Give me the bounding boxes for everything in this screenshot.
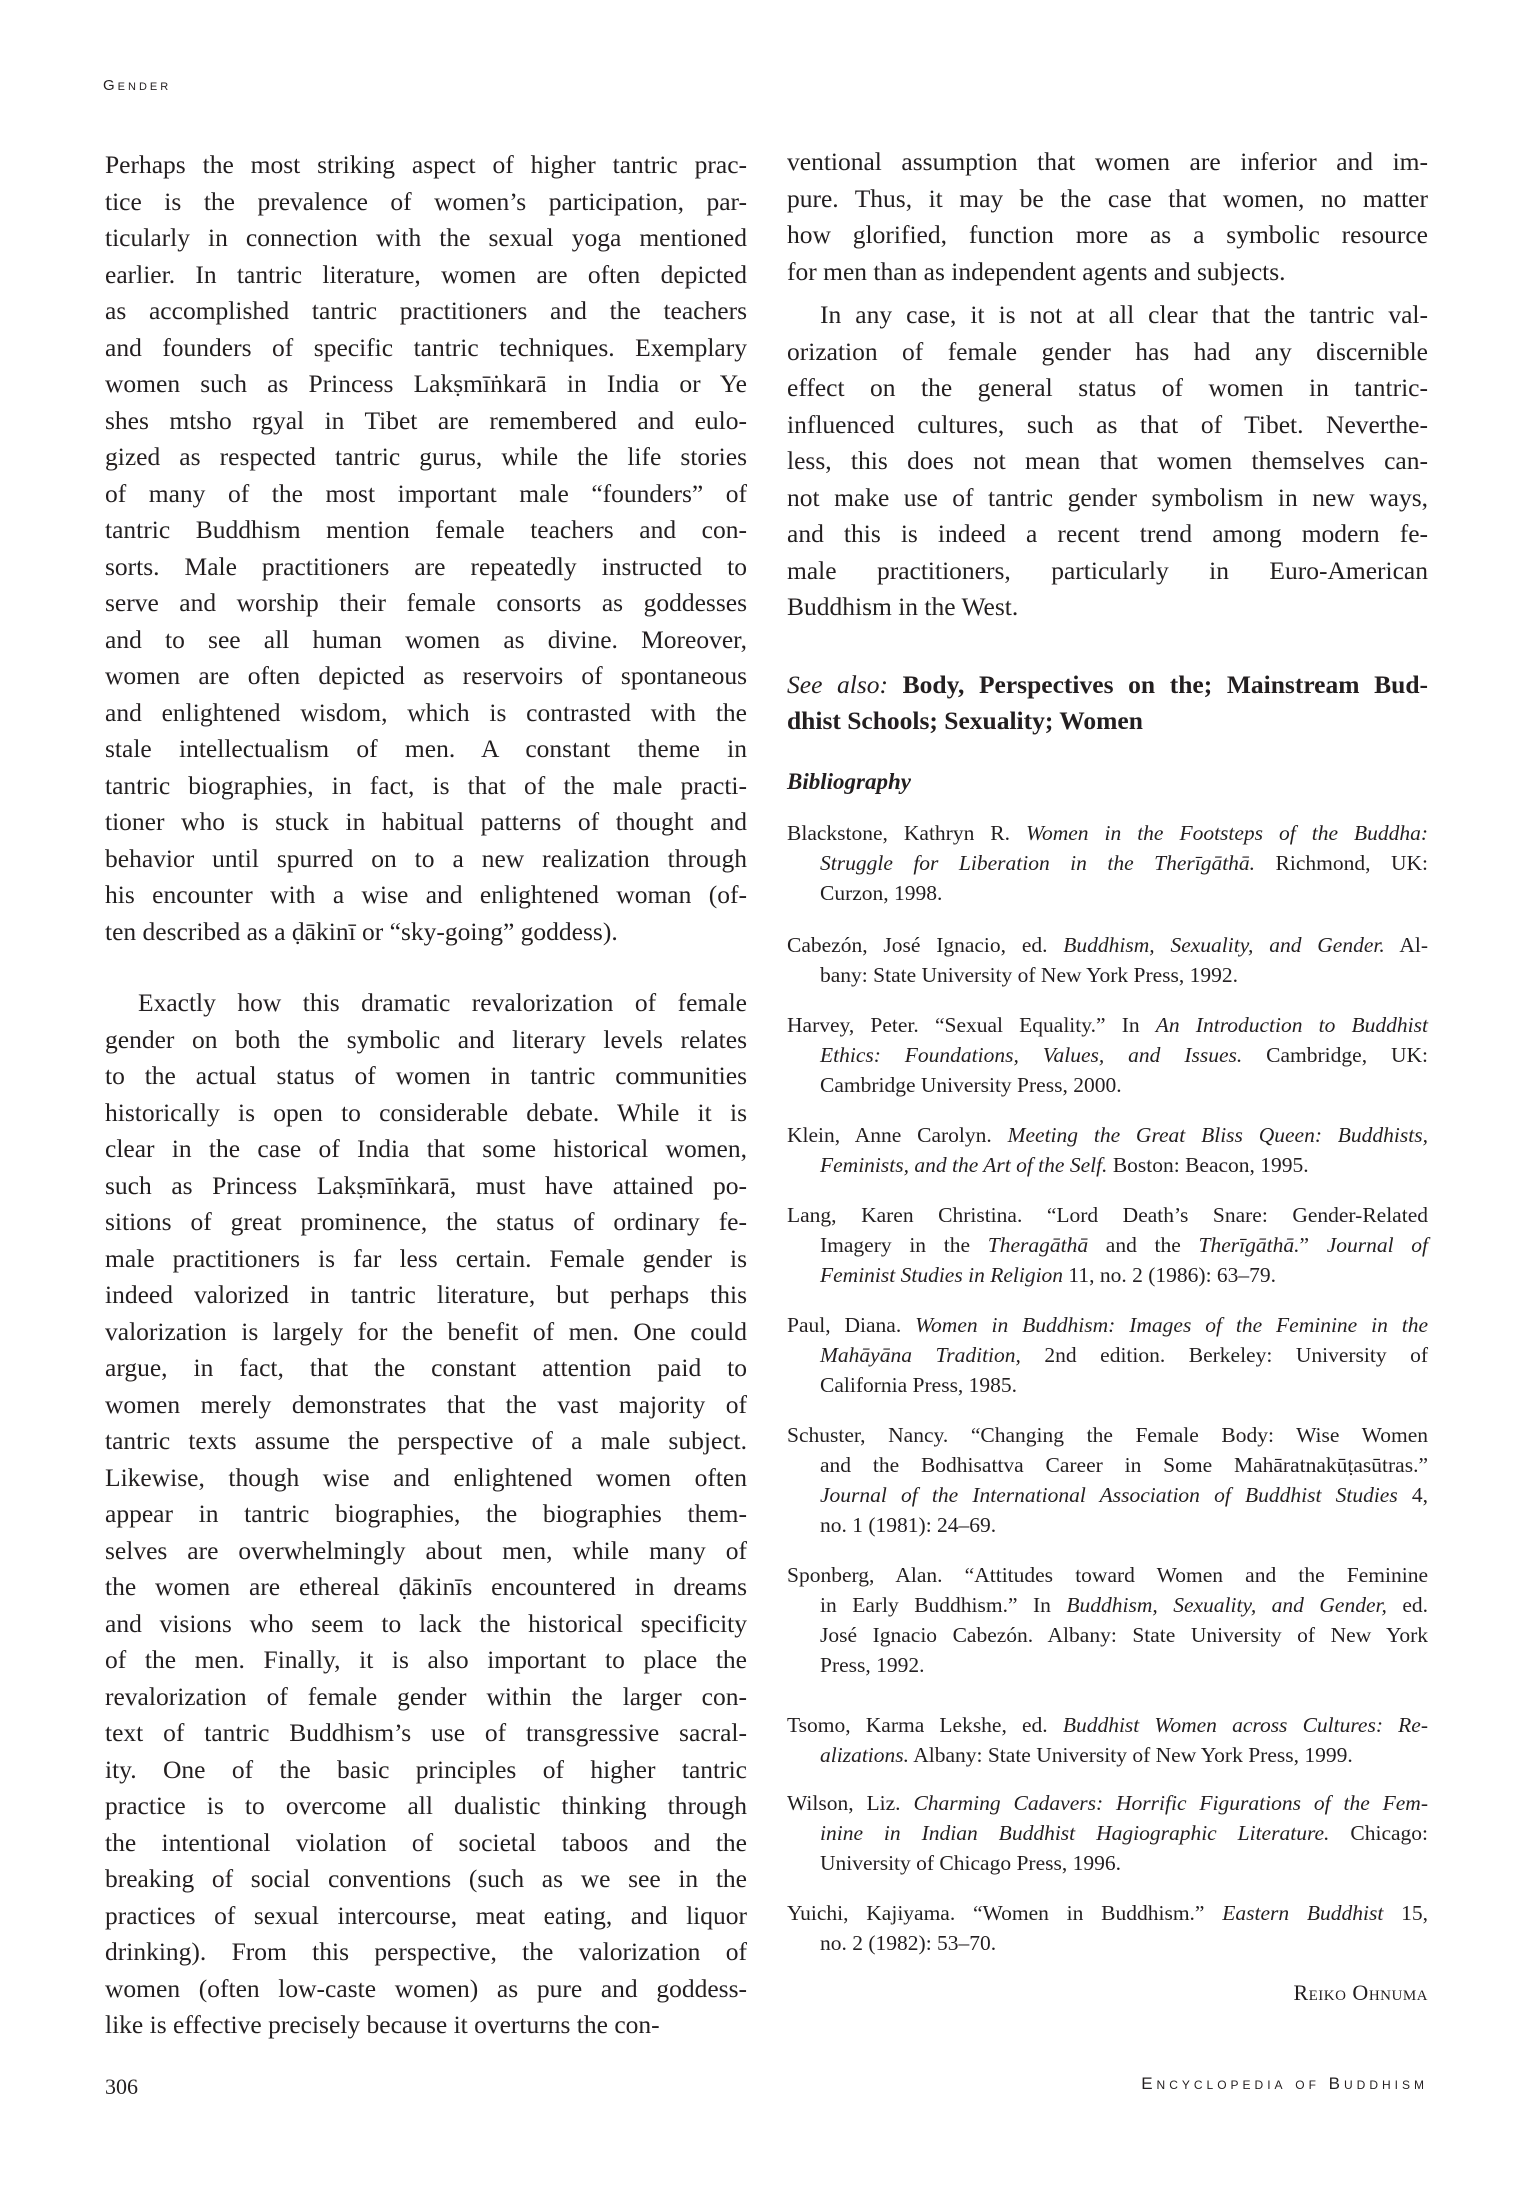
italic-title: Ethics: Foundations, Values, and Issues. bbox=[820, 1043, 1243, 1067]
text-line: breaking of social conventions (such as we see in the bbox=[105, 1864, 747, 1893]
text-line: sitions of great prominence, the status of ordinary fe- bbox=[105, 1207, 747, 1236]
bibliography-line bbox=[787, 818, 1428, 848]
text-line: the women are ethereal ḍākinīs encountered in dreams bbox=[105, 1572, 747, 1601]
text-line: less, this does not mean that women themselves can- bbox=[787, 446, 1428, 475]
text-line: how glorified, function more as a symbolic resource bbox=[787, 220, 1428, 249]
text-line: and enlightened wisdom, which is contrasted with the bbox=[105, 697, 747, 727]
text-line: tantric Buddhism mention female teachers and con- bbox=[105, 515, 747, 544]
page-number: 306 bbox=[105, 2074, 138, 2099]
text-line: revalorization of female gender within the larger con- bbox=[105, 1681, 747, 1711]
bibliography-line bbox=[787, 1040, 1428, 1070]
citation-text: University of Chicago Press, 1996. bbox=[820, 1851, 1121, 1875]
text-line: shes mtsho rgyal in Tibet are remembered and eulo- bbox=[105, 405, 747, 435]
bibliography-line bbox=[787, 1928, 1428, 1958]
bibliography-line bbox=[787, 1010, 1428, 1040]
citation-text: Albany: State University of New York Press, 1999. bbox=[909, 1743, 1353, 1767]
text-line: for men than as independent agents and subjects. bbox=[787, 256, 1286, 286]
text-line: and visions who seem to lack the historical specificity bbox=[105, 1608, 747, 1638]
text-line: to the actual status of women in tantric communities bbox=[105, 1061, 747, 1090]
citation-text: Paul, Diana. bbox=[787, 1313, 916, 1337]
citation-text: Press, 1992. bbox=[820, 1653, 925, 1677]
citation-text: José Ignacio Cabezón. Albany: State University of New York bbox=[820, 1623, 1428, 1647]
text-line: indeed valorized in tantric literature, but perhaps this bbox=[105, 1280, 747, 1309]
italic-title: Buddhist Women across Cultures: Re- bbox=[1062, 1713, 1428, 1737]
italic-title: Feminist Studies in Religion bbox=[820, 1263, 1064, 1287]
text-line: clear in the case of India that some historical women, bbox=[105, 1134, 747, 1163]
text-line: earlier. In tantric literature, women are often depicted bbox=[105, 259, 747, 289]
bibliography-line bbox=[787, 1260, 1428, 1290]
italic-title: Feminists, and the Art of the Self. bbox=[820, 1153, 1108, 1177]
bibliography-line bbox=[787, 930, 1428, 960]
text-line: argue, in fact, that the constant attention paid to bbox=[105, 1353, 747, 1382]
citation-text: in Early Buddhism.” In bbox=[820, 1593, 1067, 1617]
italic-title: Therīgāthā. bbox=[1198, 1233, 1300, 1257]
text-line: influenced cultures, such as that of Tibet. Neverthe- bbox=[787, 409, 1428, 439]
text-line: Likewise, though wise and enlightened women often bbox=[105, 1462, 747, 1492]
text-line: ventional assumption that women are inferior and im- bbox=[787, 147, 1428, 176]
text-line: tantric texts assume the perspective of a male subject. bbox=[105, 1426, 747, 1455]
bibliography-heading: Bibliography bbox=[787, 769, 911, 794]
italic-title: Journal of bbox=[1326, 1233, 1429, 1257]
bibliography-line bbox=[787, 1560, 1428, 1590]
italic-title: Struggle for Liberation in the Therīgāthā. bbox=[820, 851, 1256, 875]
text-line: drinking). From this perspective, the valorization of bbox=[105, 1937, 747, 1966]
bibliography-line bbox=[787, 1848, 1428, 1878]
citation-text: Boston: Beacon, 1995. bbox=[1107, 1153, 1309, 1177]
citation-text: Yuichi, Kajiyama. “Women in Buddhism.” bbox=[787, 1901, 1223, 1925]
text-line: behavior until spurred on to a new realization through bbox=[105, 843, 747, 873]
citation-text: Chicago: bbox=[1329, 1821, 1429, 1845]
text-line: the intentional violation of societal taboos and the bbox=[105, 1827, 747, 1857]
text-line: text of tantric Buddhism’s use of transgressive sacral- bbox=[105, 1718, 747, 1747]
text-line: gized as respected tantric gurus, while the life stories bbox=[105, 442, 747, 471]
text-line: not make use of tantric gender symbolism in new ways, bbox=[787, 482, 1428, 512]
bibliography-line bbox=[787, 960, 1428, 990]
citation-text: ed. bbox=[1386, 1593, 1428, 1617]
see-also-section bbox=[787, 667, 1428, 739]
text-line: stale intellectualism of men. A constant theme in bbox=[105, 734, 747, 763]
text-line: women such as Princess Lakṣmīṅkarā in India or Ye bbox=[105, 369, 747, 398]
citation-text: Sponberg, Alan. “Attitudes toward Women and the Feminine bbox=[787, 1563, 1428, 1587]
text-line: appear in tantric biographies, the biographies them- bbox=[105, 1499, 747, 1528]
citation-text: Lang, Karen Christina. “Lord Death’s Snare: Gender-Related bbox=[787, 1203, 1428, 1227]
author-signature: Reiko Ohnuma bbox=[1293, 1980, 1428, 2005]
text-line: historically is open to considerable debate. While it is bbox=[105, 1097, 747, 1127]
text-line: such as Princess Lakṣmīṅkarā, must have attained po- bbox=[105, 1170, 747, 1200]
text-line: tantric biographies, in fact, is that of the male practi- bbox=[105, 770, 747, 800]
citation-text: 2nd edition. Berkeley: University of bbox=[1020, 1343, 1428, 1367]
citation-text: California Press, 1985. bbox=[820, 1373, 1018, 1397]
text-line: ity. One of the basic principles of higher tantric bbox=[105, 1754, 747, 1784]
citation-text: Al- bbox=[1384, 933, 1428, 957]
italic-title: Buddhism, Sexuality, and Gender. bbox=[1063, 933, 1385, 957]
italic-title: Charming Cadavers: Horrific Figurations of the Fem- bbox=[913, 1791, 1428, 1815]
text-line: Exactly how this dramatic revalorization of female bbox=[138, 988, 747, 1017]
bibliography-line bbox=[787, 1070, 1428, 1100]
text-line: gender on both the symbolic and literary levels relates bbox=[105, 1024, 747, 1054]
bibliography-line bbox=[787, 848, 1428, 878]
text-line: practices of sexual intercourse, meat eating, and liquor bbox=[105, 1900, 747, 1930]
right-column bbox=[787, 0, 1428, 2050]
citation-text: Tsomo, Karma Lekshe, ed. bbox=[787, 1713, 1063, 1737]
italic-title: alizations. bbox=[820, 1743, 910, 1767]
text-line: practice is to overcome all dualistic thinking through bbox=[105, 1791, 747, 1820]
text-line: of many of the most important male “founders” of bbox=[105, 478, 747, 508]
italic-title: Journal of the International Association of Buddhist Studies bbox=[820, 1483, 1398, 1507]
text-line: orization of female gender has had any discernible bbox=[787, 336, 1428, 366]
italic-title: Meeting the Great Bliss Queen: Buddhists, bbox=[1007, 1123, 1428, 1147]
see-also-links-line-2[interactable]: dhist Schools; Sexuality; Women bbox=[787, 706, 1143, 735]
text-line: Buddhism in the West. bbox=[787, 592, 1019, 621]
text-line: serve and worship their female consorts as goddesses bbox=[105, 588, 747, 617]
text-line: women (often low-caste women) as pure and goddess- bbox=[105, 1973, 747, 2003]
text-line: male practitioners, particularly in Euro-American bbox=[787, 555, 1428, 585]
bibliography-line bbox=[787, 1200, 1428, 1230]
text-line: pure. Thus, it may be the case that women, no matter bbox=[787, 183, 1428, 213]
citation-text: Cabezón, José Ignacio, ed. bbox=[787, 933, 1064, 957]
bibliography-line bbox=[787, 878, 1428, 908]
text-line: women merely demonstrates that the vast majority of bbox=[105, 1389, 747, 1419]
bibliography-line bbox=[787, 1898, 1428, 1928]
italic-title: Buddhism, Sexuality, and Gender, bbox=[1066, 1593, 1387, 1617]
citation-text: ” bbox=[1299, 1233, 1327, 1257]
citation-text: bany: State University of New York Press, 1992. bbox=[820, 963, 1239, 987]
citation-text: no. 1 (1981): 24–69. bbox=[820, 1513, 997, 1537]
citation-text: Curzon, 1998. bbox=[820, 881, 943, 905]
text-line: sorts. Male practitioners are repeatedly instructed to bbox=[105, 551, 747, 581]
text-line: and to see all human women as divine. Moreover, bbox=[105, 624, 747, 654]
text-line: effect on the general status of women in tantric- bbox=[787, 373, 1428, 402]
citation-text: 4, bbox=[1397, 1483, 1428, 1507]
text-line: his encounter with a wise and enlightened woman (of- bbox=[105, 880, 747, 909]
book-title: Encyclopedia of Buddhism bbox=[1141, 2074, 1428, 2093]
text-line: tice is the prevalence of women’s participation, par- bbox=[105, 186, 747, 216]
text-line: In any case, it is not at all clear that the tantric val- bbox=[820, 300, 1428, 329]
text-line: like is effective precisely because it overturns the con- bbox=[105, 2010, 660, 2039]
bibliography-line bbox=[787, 1450, 1428, 1480]
bibliography-line bbox=[787, 1590, 1428, 1620]
citation-text: and the Bodhisattva Career in Some Mahāratnakūṭasūtras.” bbox=[820, 1453, 1428, 1477]
bibliography-line bbox=[787, 1150, 1428, 1180]
citation-text: Richmond, UK: bbox=[1255, 851, 1428, 875]
citation-text: Schuster, Nancy. “Changing the Female Body: Wise Women bbox=[787, 1423, 1428, 1447]
text-line: ticularly in connection with the sexual yoga mentioned bbox=[105, 223, 747, 252]
italic-title: Women in Buddhism: Images of the Feminine in the bbox=[915, 1313, 1429, 1337]
bibliography-line bbox=[787, 1740, 1428, 1770]
text-line: and this is indeed a recent trend among modern fe- bbox=[787, 519, 1428, 548]
bibliography-line bbox=[787, 1818, 1428, 1848]
text-line: selves are overwhelmingly about men, while many of bbox=[105, 1535, 747, 1565]
bibliography-line bbox=[787, 1480, 1428, 1510]
bibliography-line bbox=[787, 1620, 1428, 1650]
bibliography-line bbox=[787, 1510, 1428, 1540]
italic-title: inine in Indian Buddhist Hagiographic Literature. bbox=[820, 1821, 1330, 1845]
italic-title: Women in the Footsteps of the Buddha: bbox=[1026, 821, 1429, 845]
bibliography-line bbox=[787, 1650, 1428, 1680]
bibliography-line bbox=[787, 1788, 1428, 1818]
citation-text: Imagery in the bbox=[820, 1233, 988, 1257]
running-head: Gender bbox=[103, 77, 172, 94]
see-also-links-line-1[interactable]: Body, Perspectives on the; Mainstream Bud- bbox=[902, 670, 1428, 699]
text-line: Perhaps the most striking aspect of higher tantric prac- bbox=[105, 150, 747, 179]
bibliography-line bbox=[787, 1310, 1428, 1340]
text-line: and founders of specific tantric techniques. Exemplary bbox=[105, 332, 747, 362]
text-line: ten described as a ḍākinī or “sky-going” goddess). bbox=[105, 916, 618, 946]
text-line: tioner who is stuck in habitual patterns of thought and bbox=[105, 807, 747, 836]
citation-text: Cambridge University Press, 2000. bbox=[820, 1073, 1122, 1097]
citation-text: Cambridge, UK: bbox=[1242, 1043, 1428, 1067]
italic-title: Eastern Buddhist bbox=[1222, 1901, 1384, 1925]
text-line: male practitioners is far less certain. Female gender is bbox=[105, 1243, 747, 1273]
citation-text: Harvey, Peter. “Sexual Equality.” In bbox=[787, 1013, 1156, 1037]
citation-text: Klein, Anne Carolyn. bbox=[787, 1123, 1008, 1147]
bibliography-line bbox=[787, 1710, 1428, 1740]
see-also-label: See also: bbox=[787, 670, 889, 699]
italic-title: Mahāyāna Tradition, bbox=[820, 1343, 1021, 1367]
citation-text: and the bbox=[1088, 1233, 1199, 1257]
bibliography-line bbox=[787, 1420, 1428, 1450]
citation-text: 15, bbox=[1383, 1901, 1428, 1925]
bibliography-line bbox=[787, 1370, 1428, 1400]
citation-text: Blackstone, Kathryn R. bbox=[787, 821, 1027, 845]
bibliography-line bbox=[787, 1120, 1428, 1150]
bibliography-line bbox=[787, 1340, 1428, 1370]
text-line: as accomplished tantric practitioners and the teachers bbox=[105, 296, 747, 325]
citation-text: Wilson, Liz. bbox=[787, 1791, 914, 1815]
italic-title: An Introduction to Buddhist bbox=[1155, 1013, 1428, 1037]
italic-title: Theragāthā bbox=[987, 1233, 1089, 1257]
citation-text: no. 2 (1982): 53–70. bbox=[820, 1931, 997, 1955]
left-column bbox=[105, 0, 747, 2050]
text-line: women are often depicted as reservoirs of spontaneous bbox=[105, 661, 747, 690]
text-line: of the men. Finally, it is also important to place the bbox=[105, 1645, 747, 1674]
text-line: valorization is largely for the benefit of men. One could bbox=[105, 1316, 747, 1346]
bibliography-line bbox=[787, 1230, 1428, 1260]
citation-text: 11, no. 2 (1986): 63–79. bbox=[1063, 1263, 1277, 1287]
